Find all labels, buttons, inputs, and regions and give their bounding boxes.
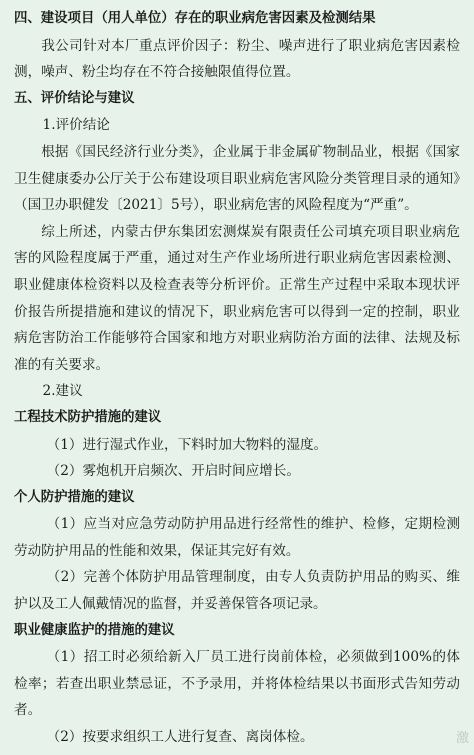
section-5-title: 五、评价结论与建议 (14, 90, 135, 106)
health-item-1: （1）招工时必须给新入厂员工进行岗前体检，必须做到100%的体检率；若查出职业禁忌证，不予录用，并将体检结果以书面形式告知劳动者。 (14, 649, 460, 719)
health-item-2: （2）按要求组织工人进行复查、离岗体检。 (46, 729, 314, 746)
suggestion-label: 2.建议 (42, 383, 83, 400)
health-monitoring-title: 职业健康监护的措施的建议 (14, 622, 175, 638)
conclusion-paragraph-1: 根据《国民经济行业分类》，企业属于非金属矿物制品业，根据《国家卫生健康委办公厅关于公布建设项目职业病危害风险分类管理目录的通知》（国卫办职健发〔2021〕5号），职业病危害的风险程度为“严重”。 (14, 143, 460, 214)
watermark-text: 激 (455, 731, 470, 747)
personal-item-1: （1）应当对应急劳动防护用品进行经常性的维护、检修，定期检测劳动防护用品的性能和效果，保证其完好有效。 (14, 516, 460, 559)
conclusion-paragraph-2: 综上所述，内蒙古伊东集团宏测煤炭有限责任公司填充项目职业病危害的风险程度属于严重，通过对生产作业场所进行职业病危害因素检测、职业健康体检资料以及检查表等分析评价。正常生产过程中采取本现状评价报告所提措施和建议的情况下，职业病危害可以得到一定的控制，职业病危害防治工作能够符合国家和地方对职业病防治方面的法律、法规及标准的有关要求。 (14, 223, 460, 373)
engineering-item-2: （2）雾炮机开启频次、开启时间应增长。 (46, 463, 300, 480)
section-4-title: 四、建设项目（用人单位）存在的职业病危害因素及检测结果 (14, 11, 376, 26)
personal-item-2: （2）完善个体防护用品管理制度，由专人负责防护用品的购买、维护以及工人佩戴情况的监督，并妥善保管各项记录。 (14, 569, 460, 613)
conclusion-label: 1.评价结论 (42, 117, 110, 134)
engineering-item-1: （1）进行湿式作业，下料时加大物料的湿度。 (46, 436, 328, 453)
personal-protection-title: 个人防护措施的建议 (14, 489, 135, 505)
engineering-measures-title: 工程技术防护措施的建议 (14, 409, 162, 425)
section-4-body: 我公司针对本厂重点评价因子：粉尘、噪声进行了职业病危害因素检测，噪声、粉尘均存在不符合接触限值得位置。 (14, 37, 460, 81)
